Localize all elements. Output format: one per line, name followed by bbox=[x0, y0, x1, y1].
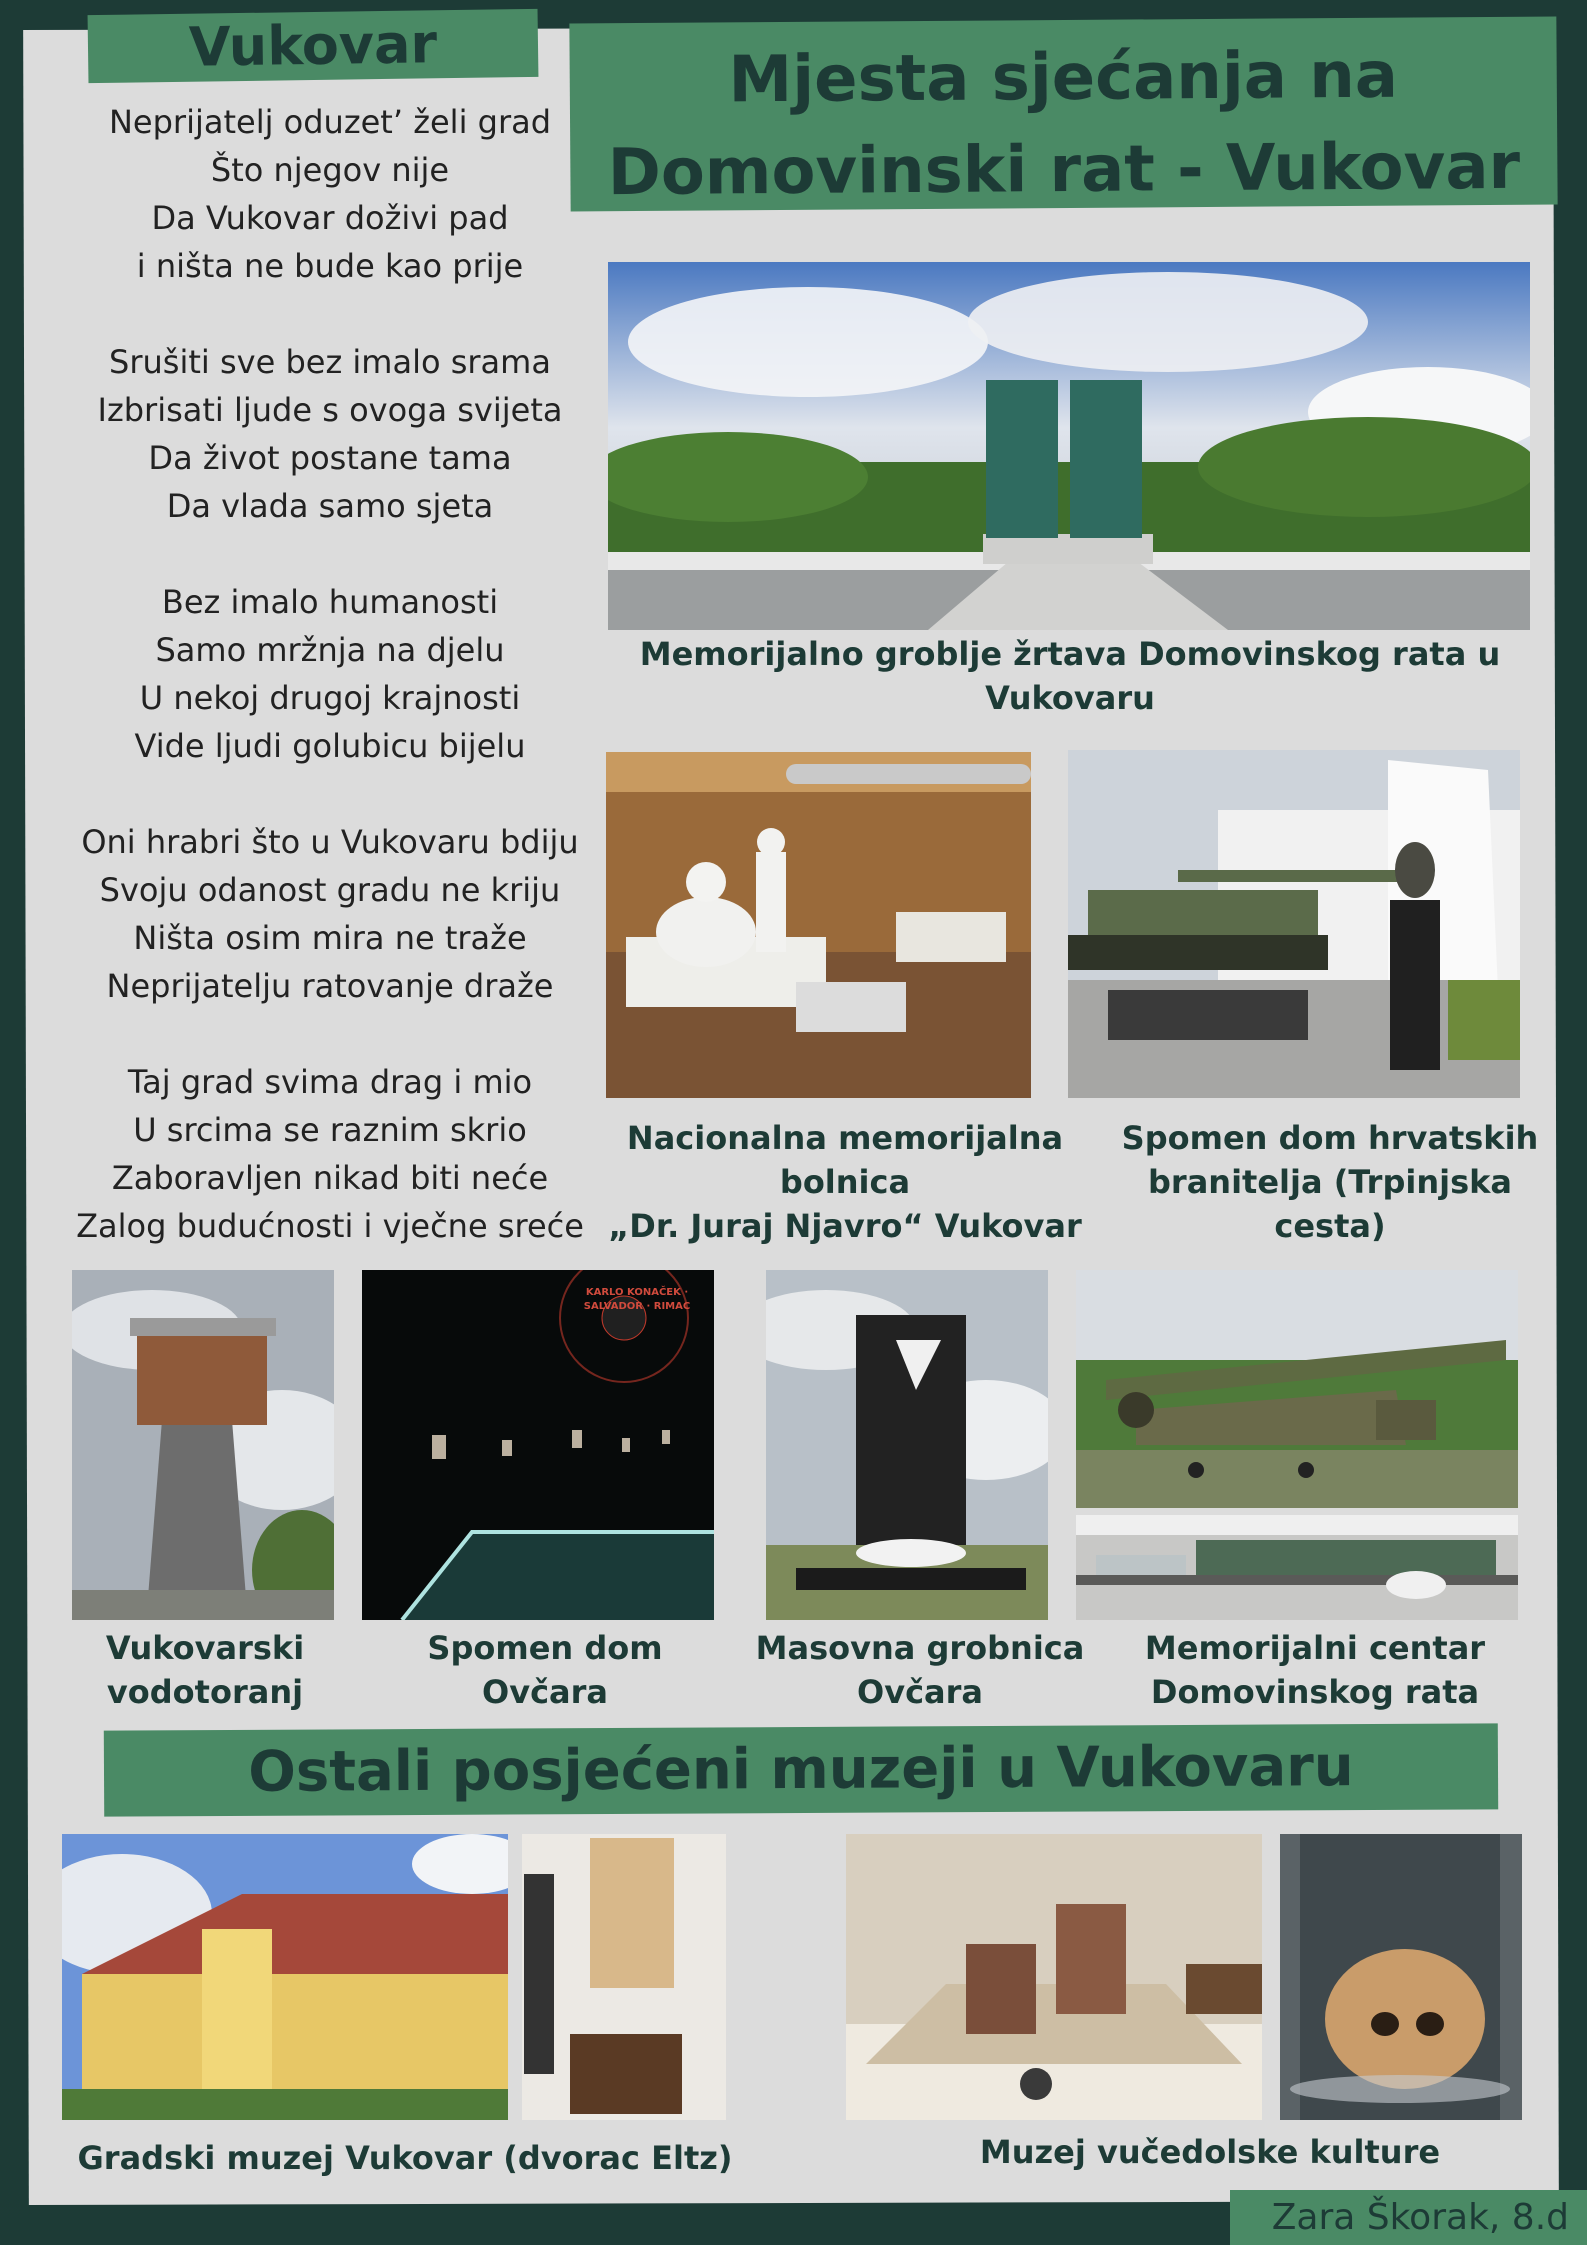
poem-line: Da vlada samo sjeta bbox=[166, 487, 494, 525]
poem-stanza-3 bbox=[60, 578, 600, 770]
vucedol-museum-caption: Muzej vučedolske kulture bbox=[979, 2133, 1441, 2171]
poem-line: Zaboravljen nikad biti neće bbox=[111, 1159, 549, 1197]
memorial-center-caption bbox=[1100, 1626, 1530, 1714]
city-museum-photo bbox=[62, 1834, 508, 2120]
poem-line: Samo mržnja na djelu bbox=[155, 631, 505, 669]
water-tower-photo bbox=[72, 1270, 334, 1620]
spomen-dom-caption-line-2: branitelja (Trpinjska cesta) bbox=[1148, 1163, 1512, 1245]
spomen-dom-caption-line-1: Spomen dom hrvatskih bbox=[1121, 1119, 1539, 1157]
poem-stanza-5 bbox=[60, 1058, 600, 1250]
poem-line: i ništa ne bude kao prije bbox=[136, 247, 524, 285]
mass-grave-caption bbox=[750, 1626, 1090, 1714]
poem-stanza-4 bbox=[60, 818, 600, 1010]
ovcara-home-photo bbox=[362, 1270, 714, 1620]
poem-line: Neprijatelj oduzet’ želi grad bbox=[108, 103, 552, 141]
poem-line: Da život postane tama bbox=[148, 439, 512, 477]
poem-line: Što njegov nije bbox=[210, 151, 450, 189]
hospital-caption-line-2: „Dr. Juraj Njavro“ Vukovar bbox=[608, 1207, 1082, 1245]
poem-stanza-2 bbox=[60, 338, 600, 530]
hospital-photo bbox=[606, 752, 1031, 1098]
cemetery-photo bbox=[608, 262, 1530, 630]
water-tower-caption-line-2: vodotoranj bbox=[106, 1673, 304, 1711]
city-museum-exhibit-photo bbox=[522, 1834, 726, 2120]
poem-line: Vide ljudi golubicu bijelu bbox=[134, 727, 526, 765]
poem-line: U nekoj drugoj krajnosti bbox=[139, 679, 521, 717]
poem-line: Da Vukovar doživi pad bbox=[151, 199, 509, 237]
water-tower-caption bbox=[60, 1626, 350, 1714]
poem-line: Izbrisati ljude s ovoga svijeta bbox=[97, 391, 563, 429]
mass-grave-photo bbox=[766, 1270, 1048, 1620]
main-title-banner bbox=[569, 17, 1557, 212]
poem-line: U srcima se raznim skrio bbox=[133, 1111, 527, 1149]
mass-grave-caption-line-2: Ovčara bbox=[857, 1673, 983, 1711]
poem-line: Zalog budućnosti i vječne sreće bbox=[76, 1207, 584, 1245]
memorial-center-plane-photo bbox=[1076, 1270, 1518, 1508]
author-banner bbox=[1230, 2190, 1587, 2245]
poem bbox=[60, 98, 600, 1298]
cemetery-caption: Memorijalno groblje žrtava Domovinskog rata u Vukovaru bbox=[639, 635, 1501, 717]
vucedol-skull-photo bbox=[1280, 1834, 1522, 2120]
ovcara-home-caption-line-2: Ovčara bbox=[482, 1673, 608, 1711]
museums-title: Ostali posjećeni muzeji u Vukovaru bbox=[248, 1734, 1354, 1805]
spomen-dom-photo bbox=[1068, 750, 1520, 1098]
poem-line: Taj grad svima drag i mio bbox=[127, 1063, 533, 1101]
hospital-caption-line-1: Nacionalna memorijalna bolnica bbox=[626, 1119, 1064, 1201]
spomen-dom-caption bbox=[1100, 1116, 1560, 1248]
ovcara-home-caption bbox=[380, 1626, 710, 1714]
poem-line: Oni hrabri što u Vukovaru bdiju bbox=[81, 823, 579, 861]
city-museum-caption: Gradski muzej Vukovar (dvorac Eltz) bbox=[77, 2139, 733, 2177]
memorial-center-exhibit-photo bbox=[1076, 1515, 1518, 1620]
author-name: Zara Škorak, 8.d bbox=[1271, 2197, 1569, 2238]
memorial-center-caption-line-2: Domovinskog rata bbox=[1150, 1673, 1480, 1711]
memorial-center-caption-line-1: Memorijalni centar bbox=[1144, 1629, 1486, 1667]
main-title-line-2: Domovinski rat - Vukovar bbox=[607, 129, 1521, 211]
poem-line: Ništa osim mira ne traže bbox=[133, 919, 527, 957]
water-tower-caption-line-1: Vukovarski bbox=[105, 1629, 305, 1667]
ovcara-ring-text: KARLO KONAČEK · SALVADOR · RIMAC bbox=[583, 1287, 691, 1312]
poem-line: Neprijatelju ratovanje draže bbox=[106, 967, 554, 1005]
hospital-caption bbox=[580, 1116, 1110, 1248]
ovcara-home-caption-line-1: Spomen dom bbox=[427, 1629, 663, 1667]
poem-title: Vukovar bbox=[188, 12, 438, 79]
vucedol-museum-photo bbox=[846, 1834, 1262, 2120]
museums-banner bbox=[104, 1723, 1498, 1816]
poem-line: Bez imalo humanosti bbox=[161, 583, 499, 621]
poem-line: Srušiti sve bez imalo srama bbox=[109, 343, 551, 381]
poem-line: Svoju odanost gradu ne kriju bbox=[99, 871, 561, 909]
poem-stanza-1 bbox=[60, 98, 600, 290]
main-title-line-1: Mjesta sjećanja na bbox=[728, 38, 1399, 118]
poem-title-banner bbox=[88, 9, 539, 83]
mass-grave-caption-line-1: Masovna grobnica bbox=[755, 1629, 1085, 1667]
